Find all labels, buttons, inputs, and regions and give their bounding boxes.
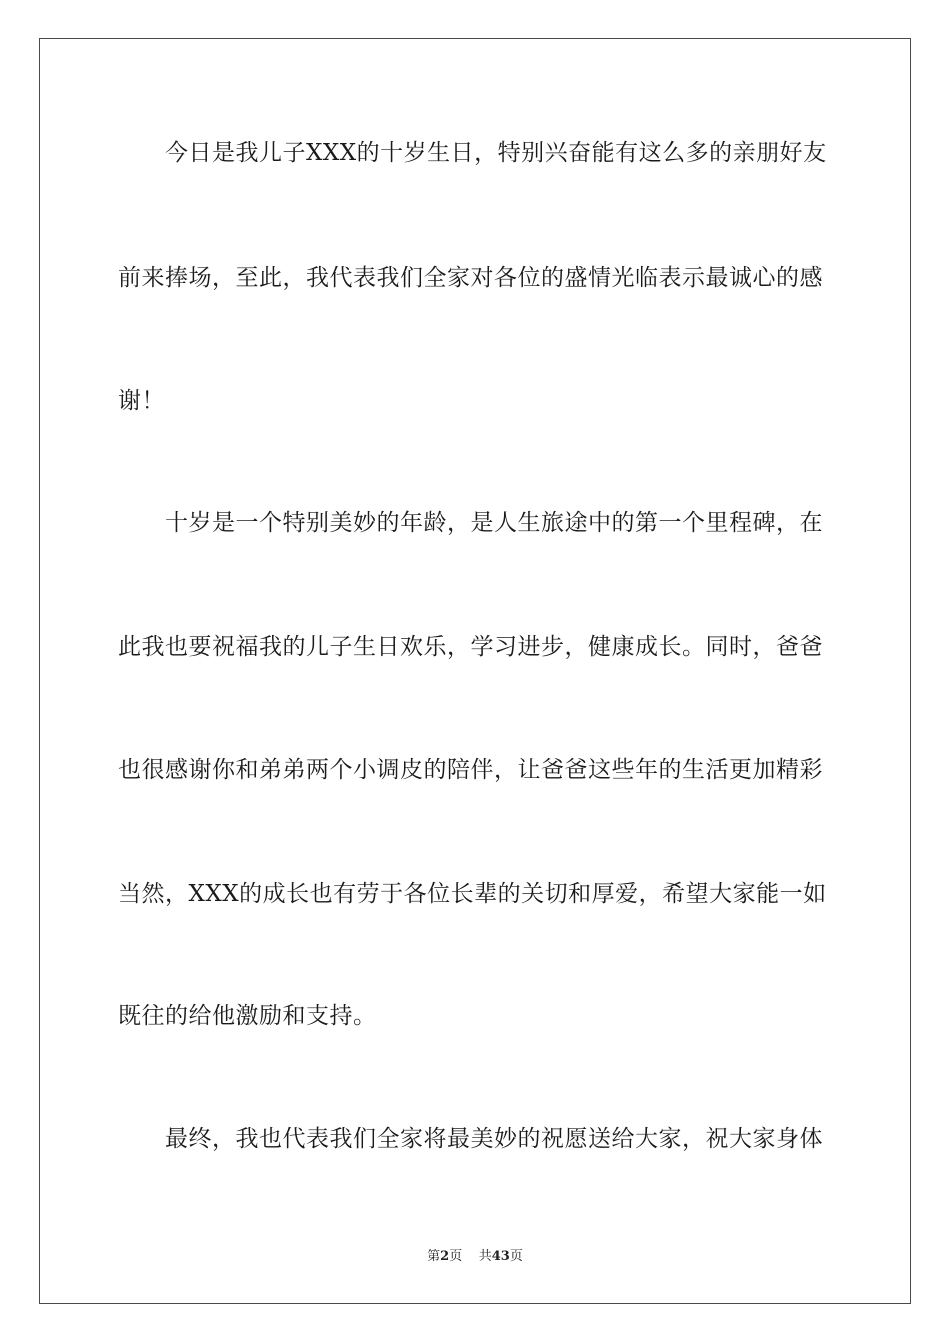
total-label-suffix: 页 (509, 1249, 523, 1264)
text-line: 前来捧场，至此，我代表我们全家对各位的盛情光临表示最诚心的感 (118, 265, 823, 291)
total-pages: 43 (491, 1249, 510, 1264)
page-label-prefix: 第 (427, 1249, 441, 1264)
text-line: 今日是我儿子XXX的十岁生日，特别兴奋能有这么多的亲朋好友 (165, 140, 827, 166)
page-label-suffix: 页 (449, 1249, 463, 1264)
page-frame (39, 38, 911, 1304)
page-number: 2 (440, 1249, 450, 1264)
text-line: 此我也要祝福我的儿子生日欢乐，学习进步，健康成长。同时，爸爸 (118, 634, 823, 660)
text-line: 既往的给他激励和支持。 (118, 1003, 377, 1029)
text-line: 十岁是一个特别美妙的年龄，是人生旅途中的第一个里程碑，在 (165, 510, 823, 536)
total-label-prefix: 共 (478, 1249, 492, 1264)
text-line: 也很感谢你和弟弟两个小调皮的陪伴，让爸爸这些年的生活更加精彩 (118, 757, 823, 783)
page-footer (0, 1248, 950, 1266)
text-line: 最终，我也代表我们全家将最美妙的祝愿送给大家，祝大家身体 (165, 1126, 823, 1152)
text-line: 谢！ (118, 388, 165, 414)
text-line: 当然，XXX的成长也有劳于各位长辈的关切和厚爱，希望大家能一如 (118, 881, 827, 907)
